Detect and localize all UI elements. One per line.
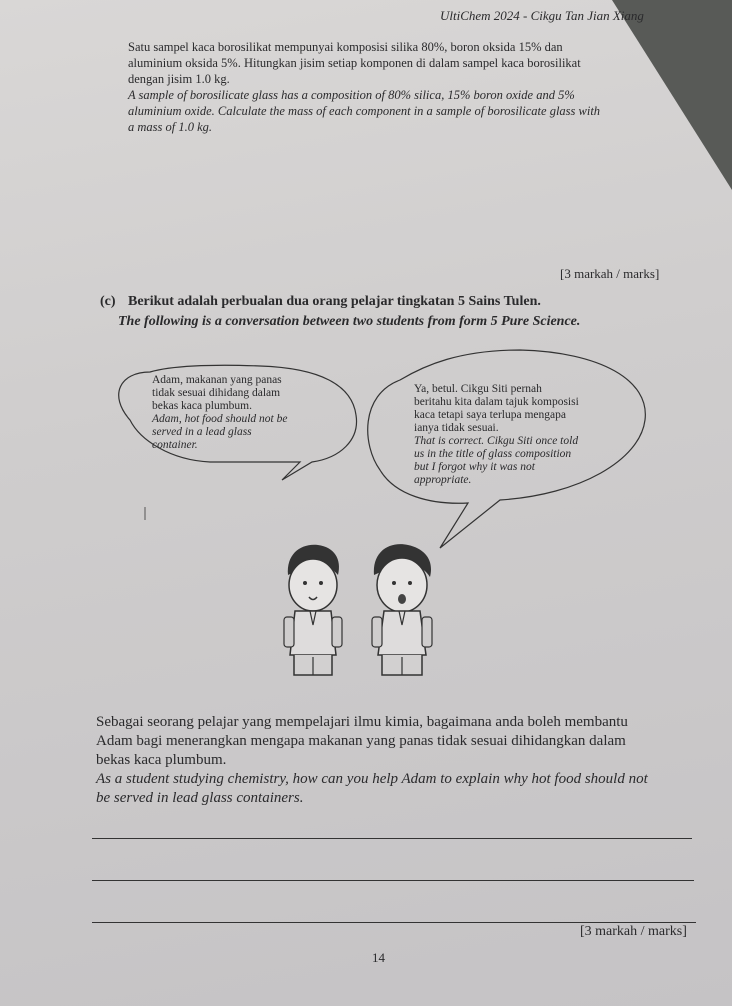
- question-b-malay-line: Satu sampel kaca borosilikat mempunyai komposisi silika 80%, boron oksida 15% dan: [128, 40, 563, 54]
- question-b-english-line: aluminium oxide. Calculate the mass of each component in a sample of borosilicate glass with: [128, 104, 601, 118]
- question-b-malay-line: dengan jisim 1.0 kg.: [128, 72, 230, 86]
- bubble-left-english-line: Adam, hot food should not be: [152, 413, 288, 425]
- question-b-english-line: A sample of borosilicate glass has a composition of 80% silica, 15% boron oxide and 5%: [128, 88, 575, 102]
- bubble-right-english-line: appropriate.: [414, 474, 472, 486]
- question-c-label: (c): [100, 294, 116, 309]
- bubble-left-malay-line: Adam, makanan yang panas: [152, 374, 282, 386]
- question-c-intro-english: The following is a conversation between two students from form 5 Pure Science.: [118, 314, 581, 329]
- bubble-left-malay-line: bekas kaca plumbum.: [152, 400, 252, 412]
- question-c-malay-line: bekas kaca plumbum.: [96, 752, 227, 768]
- bubble-right-malay-line: kaca tetapi saya terlupa mengapa: [414, 409, 566, 421]
- question-c-intro-malay: Berikut adalah perbualan dua orang pelajar tingkatan 5 Sains Tulen.: [128, 294, 541, 309]
- bubble-right-malay-line: Ya, betul. Cikgu Siti pernah: [414, 383, 542, 395]
- page-number: 14: [372, 950, 385, 965]
- bubble-left-english-line: container.: [152, 439, 198, 451]
- question-c-english-line: be served in lead glass containers.: [96, 790, 304, 806]
- bubble-right-english-line: That is correct. Cikgu Siti once told: [414, 435, 579, 447]
- question-c-marks: [3 markah / marks]: [580, 924, 687, 939]
- question-c-english-line: As a student studying chemistry, how can you help Adam to explain why hot food should not: [96, 771, 648, 787]
- page-header: UltiChem 2024 - Cikgu Tan Jian Xiang: [440, 8, 644, 23]
- bubble-right-english-line: us in the title of glass composition: [414, 448, 572, 460]
- question-c-malay-line: Adam bagi menerangkan mengapa makanan yang panas tidak sesuai dihidangkan dalam: [96, 733, 626, 749]
- question-c-malay-line: Sebagai seorang pelajar yang mempelajari ilmu kimia, bagaimana anda boleh membantu: [96, 714, 628, 730]
- answer-line-2[interactable]: [92, 880, 694, 881]
- question-b-marks: [3 markah / marks]: [560, 266, 660, 281]
- bubble-right-malay-line: ianya tidak sesuai.: [414, 422, 499, 434]
- question-b-malay-line: aluminium oksida 5%. Hitungkan jisim setiap komponen di dalam sampel kaca borosilikat: [128, 56, 581, 70]
- bubble-left-malay-line: tidak sesuai dihidang dalam: [152, 387, 281, 399]
- bubble-right-malay-line: beritahu kita dalam tajuk komposisi: [414, 396, 579, 408]
- student-friend-figure: [372, 544, 432, 675]
- answer-line-3[interactable]: [92, 922, 696, 923]
- bubble-left-english-line: served in a lead glass: [152, 426, 252, 438]
- student-adam-figure: [284, 545, 342, 675]
- answer-line-1[interactable]: [92, 838, 692, 839]
- question-b-english-line: a mass of 1.0 kg.: [128, 120, 213, 134]
- bubble-right-english-line: but I forgot why it was not: [414, 461, 535, 473]
